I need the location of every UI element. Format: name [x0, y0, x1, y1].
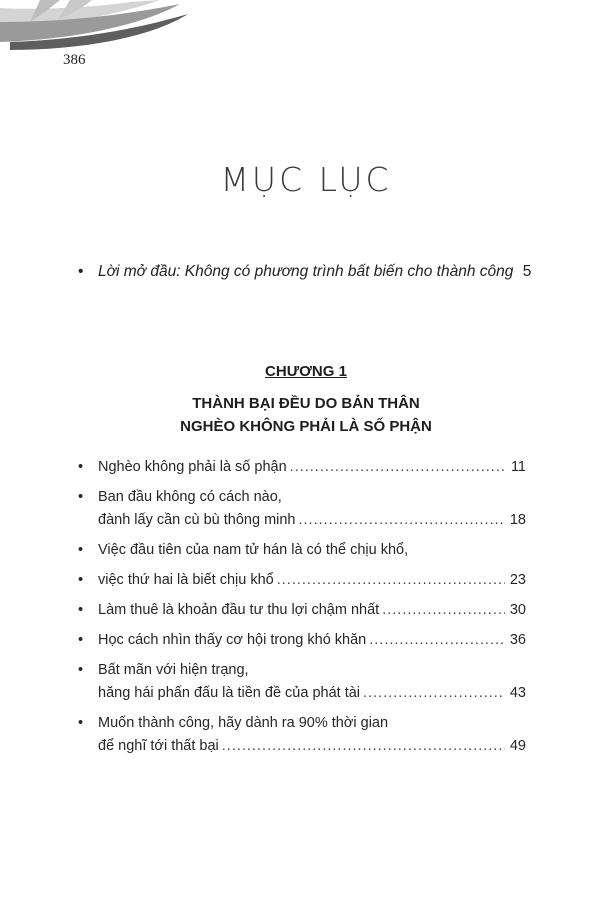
entry-page: 49 [509, 738, 526, 754]
toc-entries [78, 456, 526, 765]
chapter-title-line-1: THÀNH BẠI ĐỀU DO BẢN THÂN [192, 395, 420, 412]
entry-title-line-2: để nghĩ tới thất bại [98, 738, 219, 754]
entry-title-line-1: Bất mãn với hiện trạng, [98, 662, 249, 678]
dot-leader [277, 569, 505, 592]
chapter-title-line-2: NGHÈO KHÔNG PHẢI LÀ SỐ PHẬN [180, 418, 432, 435]
toc-title: MỤC LỤC [220, 160, 392, 199]
dot-leader [290, 456, 505, 479]
entry-title: Việc đầu tiên của nam tử hán là có thể chịu khổ, [98, 542, 409, 558]
bullet: • [78, 632, 84, 648]
toc-entry-5 [78, 599, 526, 622]
bullet: • [78, 489, 84, 505]
entry-page: 18 [509, 512, 526, 528]
entry-title: việc thứ hai là biết chịu khổ [98, 572, 274, 588]
preface-title: Lời mở đầu: Không có phương trình bất biến cho thành công [98, 263, 514, 280]
bullet: • [78, 263, 84, 280]
toc-entry-4 [78, 569, 526, 592]
entry-title: Nghèo không phải là số phận [98, 459, 287, 475]
preface-entry [78, 263, 538, 281]
toc-entry-7 [78, 659, 526, 705]
entry-title-line-1: Ban đầu không có cách nào, [98, 489, 282, 505]
toc-entry-6 [78, 629, 526, 652]
chapter-label: CHƯƠNG 1 [265, 363, 347, 380]
dot-leader [369, 629, 505, 652]
decorative-swoosh [0, 0, 190, 50]
toc-entry-3 [78, 539, 526, 562]
bullet: • [78, 459, 84, 475]
preface-page: 5 [522, 263, 532, 280]
dot-leader [363, 682, 505, 705]
bullet: • [78, 572, 84, 588]
page-number: 386 [63, 52, 86, 68]
dot-leader [299, 509, 506, 532]
dot-leader [222, 735, 505, 758]
entry-title-line-1: Muốn thành công, hãy dành ra 90% thời gian [98, 715, 389, 731]
bullet: • [78, 662, 84, 678]
entry-page: 11 [510, 459, 526, 475]
entry-title: Học cách nhìn thấy cơ hội trong khó khăn [98, 632, 367, 648]
entry-page: 30 [509, 602, 526, 618]
toc-entry-8 [78, 712, 526, 758]
dot-leader [382, 599, 505, 622]
bullet: • [78, 602, 84, 618]
bullet: • [78, 542, 84, 558]
entry-page: 23 [509, 572, 526, 588]
toc-entry-1 [78, 456, 526, 479]
entry-page: 43 [509, 685, 526, 701]
entry-title: Làm thuê là khoản đầu tư thu lợi chậm nhất [98, 602, 380, 618]
entry-page: 36 [509, 632, 526, 648]
entry-title-line-2: hăng hái phấn đấu là tiền đề của phát tài [98, 685, 361, 701]
entry-title-line-2: đành lấy cần cù bù thông minh [98, 512, 296, 528]
toc-entry-2 [78, 486, 526, 532]
chapter-title [0, 392, 612, 438]
bullet: • [78, 715, 84, 731]
